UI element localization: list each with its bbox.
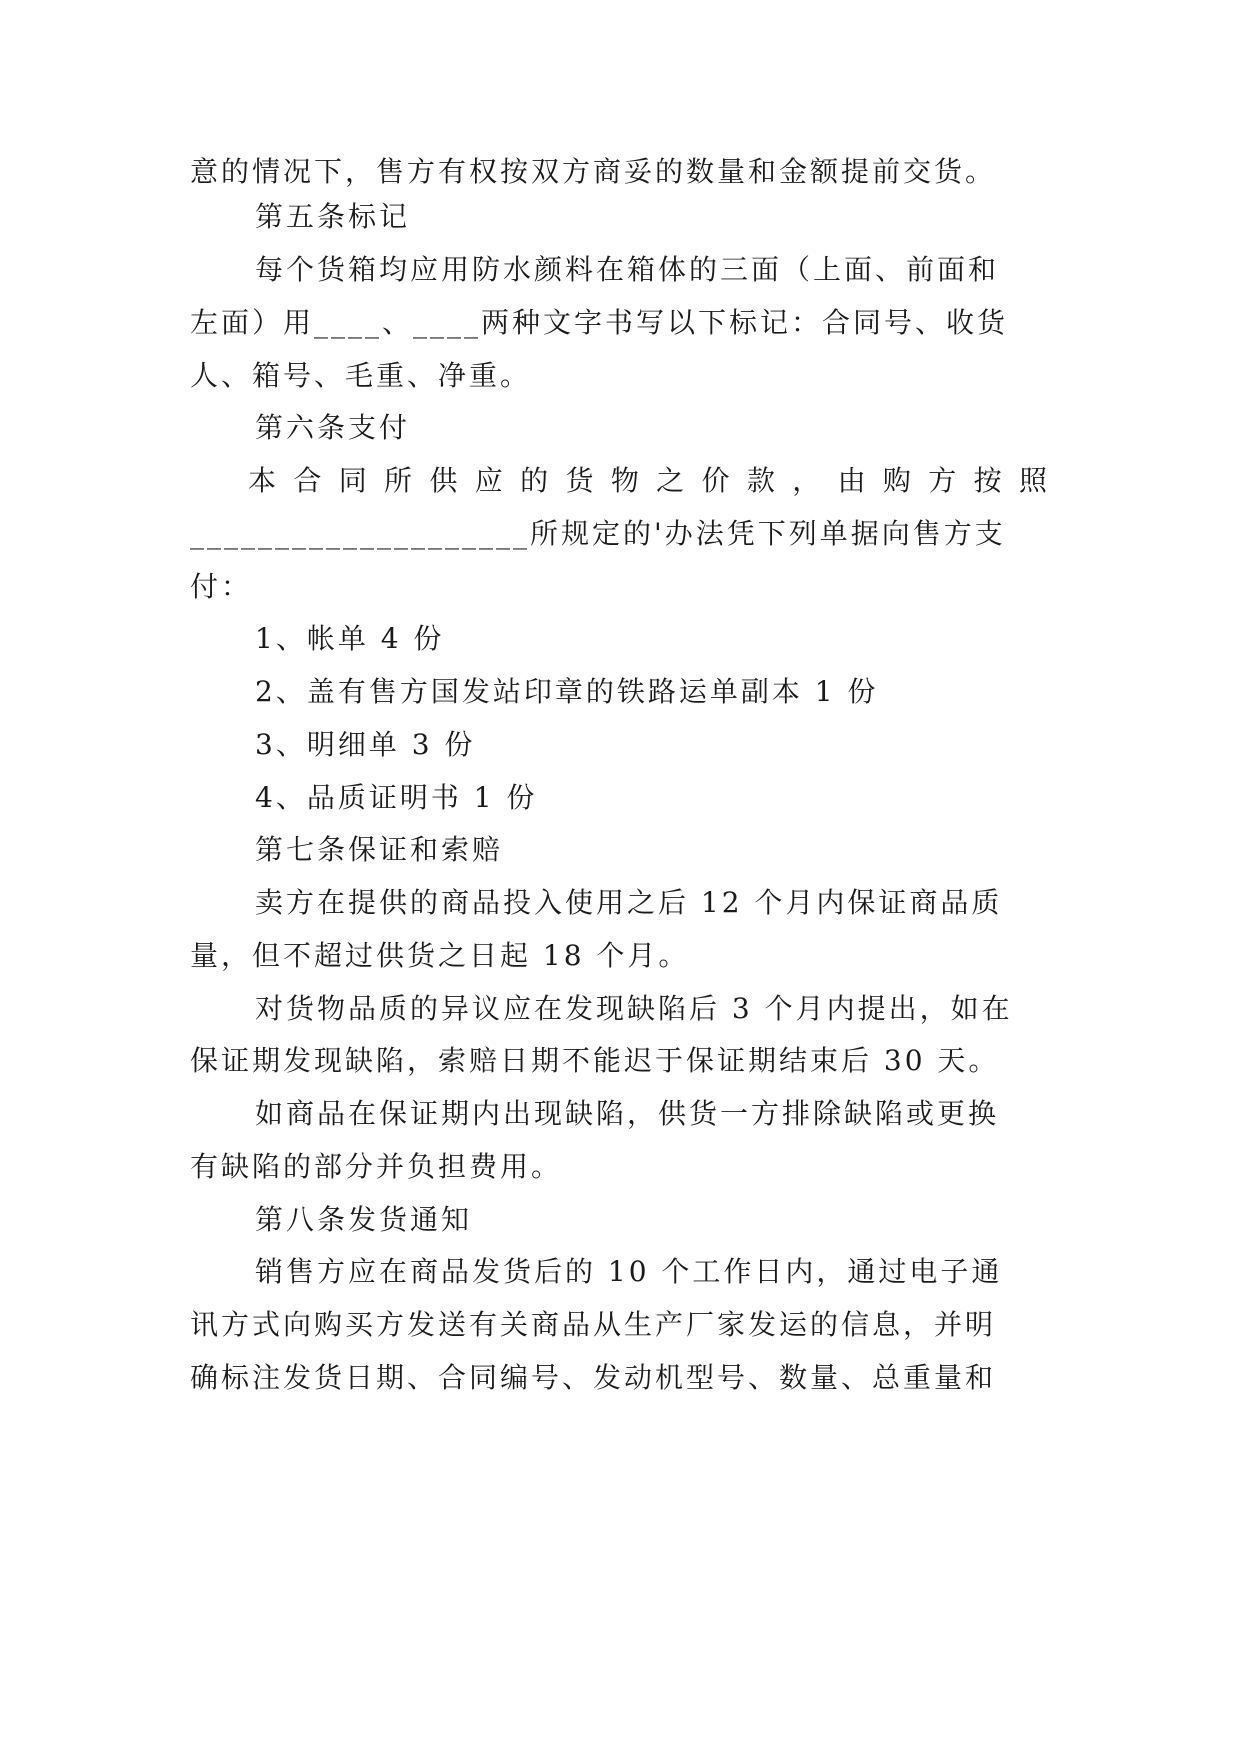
text-line-20: 有缺陷的部分并负担费用。 bbox=[190, 1150, 563, 1183]
section-heading-6: 第六条支付 bbox=[255, 411, 411, 444]
text-line-17: 对货物品质的异议应在发现缺陷后 3 个月内提出，如在 bbox=[255, 992, 1013, 1025]
text-line-9: 付： bbox=[190, 570, 253, 603]
text-line-3: 每个货箱均应用防水颜料在箱体的三面（上面、前面和 bbox=[255, 253, 1000, 286]
section-heading-7: 第七条保证和索赔 bbox=[255, 833, 504, 866]
text-line-22: 销售方应在商品发货后的 10 个工作日内，通过电子通 bbox=[255, 1255, 1003, 1288]
section-heading-8: 第八条发货通知 bbox=[255, 1203, 473, 1236]
text-line-16: 量，但不超过供货之日起 18 个月。 bbox=[190, 939, 690, 972]
text-line-18: 保证期发现缺陷，索赔日期不能迟于保证期结束后 30 天。 bbox=[190, 1044, 1000, 1077]
section-heading-5: 第五条标记 bbox=[255, 200, 411, 233]
text-line-23: 讯方式向购买方发送有关商品从生产厂家发运的信息，并明 bbox=[190, 1308, 997, 1341]
text-line-1: 意的情况下，售方有权按双方商妥的数量和金额提前交货。 bbox=[190, 155, 997, 188]
list-item-2: 2、盖有售方国发站印章的铁路运单副本 1 份 bbox=[255, 675, 879, 708]
text-line-24: 确标注发货日期、合同编号、发动机型号、数量、总重量和 bbox=[190, 1361, 997, 1394]
text-line-19: 如商品在保证期内出现缺陷，供货一方排除缺陷或更换 bbox=[255, 1097, 1000, 1130]
text-line-4: 左面）用____、____两种文字书写以下标记：合同号、收货 bbox=[190, 306, 1009, 339]
text-line-7: 本合同所供应的货物之价款，由购方按照 bbox=[248, 464, 1050, 497]
list-item-3: 3、明细单 3 份 bbox=[255, 728, 476, 761]
text-line-5: 人、箱号、毛重、净重。 bbox=[190, 359, 532, 392]
list-item-4: 4、品质证明书 1 份 bbox=[255, 781, 538, 814]
text-line-15: 卖方在提供的商品投入使用之后 12 个月内保证商品质 bbox=[255, 886, 1003, 919]
text-line-8: ____________________所规定的'办法凭下列单据向售方支 bbox=[190, 517, 1006, 550]
list-item-1: 1、帐单 4 份 bbox=[255, 622, 445, 655]
